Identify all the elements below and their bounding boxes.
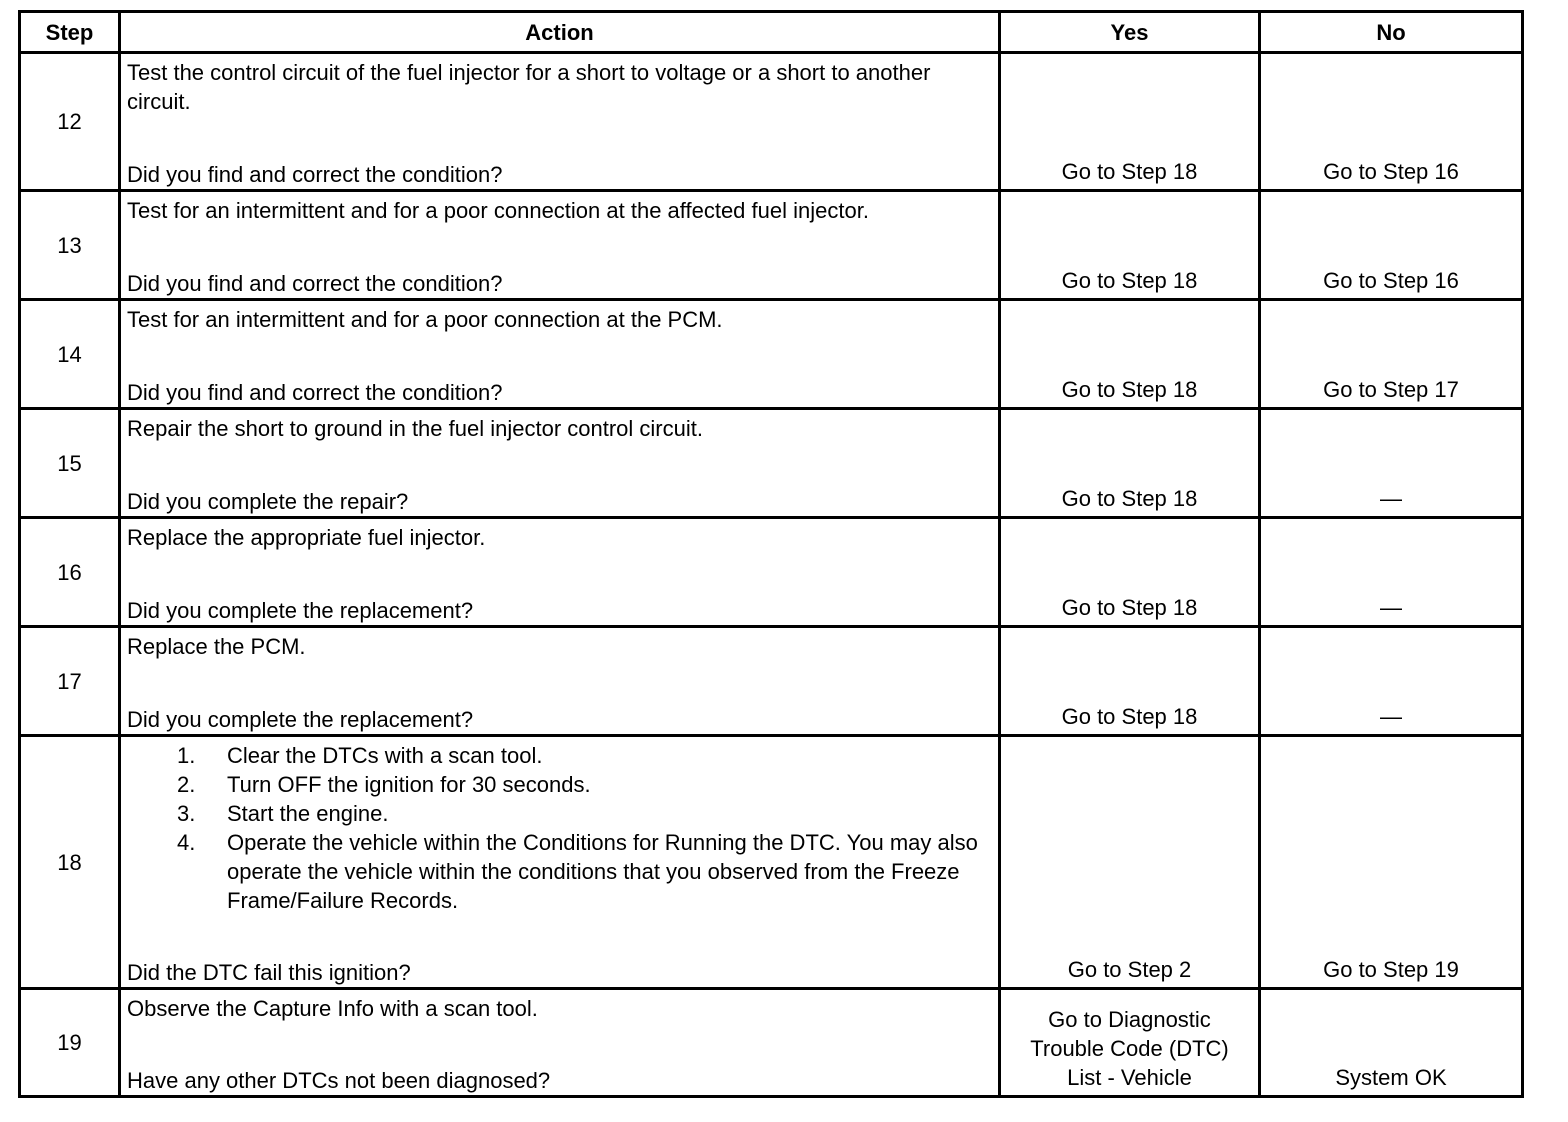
action-text: Test for an intermittent and for a poor connection at the PCM. <box>127 307 723 332</box>
action-cell <box>120 300 1000 409</box>
list-item <box>177 770 990 799</box>
action-question: Have any other DTCs not been diagnosed? <box>127 1068 551 1093</box>
action-cell <box>120 736 1000 989</box>
list-item-number: 4. <box>177 830 196 855</box>
yes-result: Go to Step 2 <box>1000 736 1260 989</box>
action-question: Did you complete the replacement? <box>127 707 474 732</box>
yes-result: Go to Step 18 <box>1000 191 1260 300</box>
no-result: Go to Step 19 <box>1260 736 1523 989</box>
list-item-text: Turn OFF the ignition for 30 seconds. <box>227 772 591 797</box>
action-cell <box>120 409 1000 518</box>
step-number: 16 <box>20 518 120 627</box>
action-text: Replace the appropriate fuel injector. <box>127 525 486 550</box>
header-step: Step <box>20 12 120 53</box>
no-result: Go to Step 16 <box>1260 191 1523 300</box>
list-item <box>177 799 990 828</box>
diagnostic-table <box>18 10 1524 1098</box>
no-result: — <box>1260 518 1523 627</box>
step-number: 19 <box>20 989 120 1097</box>
table-row <box>20 409 1523 518</box>
header-action: Action <box>120 12 1000 53</box>
table-row <box>20 989 1523 1097</box>
yes-result: Go to Step 18 <box>1000 300 1260 409</box>
header-row <box>20 12 1523 53</box>
step-number: 17 <box>20 627 120 736</box>
action-cell <box>120 518 1000 627</box>
step-number: 12 <box>20 53 120 191</box>
list-item-number: 2. <box>177 772 196 797</box>
list-item-number: 3. <box>177 801 196 826</box>
action-question: Did you complete the repair? <box>127 489 409 514</box>
table-row <box>20 300 1523 409</box>
action-cell <box>120 989 1000 1097</box>
table-row <box>20 736 1523 989</box>
list-item-text: Clear the DTCs with a scan tool. <box>227 743 543 768</box>
action-text: Repair the short to ground in the fuel injector control circuit. <box>127 416 703 441</box>
no-result: Go to Step 17 <box>1260 300 1523 409</box>
step-number: 13 <box>20 191 120 300</box>
list-item <box>177 741 990 770</box>
yes-result: Go to Step 18 <box>1000 409 1260 518</box>
table-row <box>20 627 1523 736</box>
action-question: Did you find and correct the condition? <box>127 162 503 187</box>
list-item-text: Operate the vehicle within the Conditions for Running the DTC. You may also operate the vehicle within the conditions that you observed from the Freeze Frame/Failure Records. <box>227 830 978 913</box>
no-result: — <box>1260 627 1523 736</box>
action-question: Did you complete the replacement? <box>127 598 474 623</box>
action-question: Did you find and correct the condition? <box>127 380 503 405</box>
list-item-text: Start the engine. <box>227 801 389 826</box>
step-number: 14 <box>20 300 120 409</box>
action-text: Test for an intermittent and for a poor connection at the affected fuel injector. <box>127 198 869 223</box>
no-result: Go to Step 16 <box>1260 53 1523 191</box>
step-number: 18 <box>20 736 120 989</box>
table-row <box>20 191 1523 300</box>
action-text: Observe the Capture Info with a scan tool. <box>127 996 538 1021</box>
action-text: Test the control circuit of the fuel injector for a short to voltage or a short to another circuit. <box>127 60 931 114</box>
yes-result: Go to Step 18 <box>1000 627 1260 736</box>
procedure-list <box>127 741 990 915</box>
action-cell <box>120 627 1000 736</box>
header-no: No <box>1260 12 1523 53</box>
no-result: System OK <box>1260 989 1523 1097</box>
table-row <box>20 53 1523 191</box>
table-row <box>20 518 1523 627</box>
yes-result: Go to Step 18 <box>1000 518 1260 627</box>
action-question: Did you find and correct the condition? <box>127 271 503 296</box>
step-number: 15 <box>20 409 120 518</box>
yes-result: Go to Diagnostic Trouble Code (DTC) List - Vehicle <box>1000 989 1260 1097</box>
yes-result: Go to Step 18 <box>1000 53 1260 191</box>
action-cell <box>120 53 1000 191</box>
list-item <box>177 828 990 915</box>
list-item-number: 1. <box>177 743 196 768</box>
header-yes: Yes <box>1000 12 1260 53</box>
action-cell <box>120 191 1000 300</box>
action-question: Did the DTC fail this ignition? <box>127 960 411 985</box>
no-result: — <box>1260 409 1523 518</box>
action-text: Replace the PCM. <box>127 634 306 659</box>
